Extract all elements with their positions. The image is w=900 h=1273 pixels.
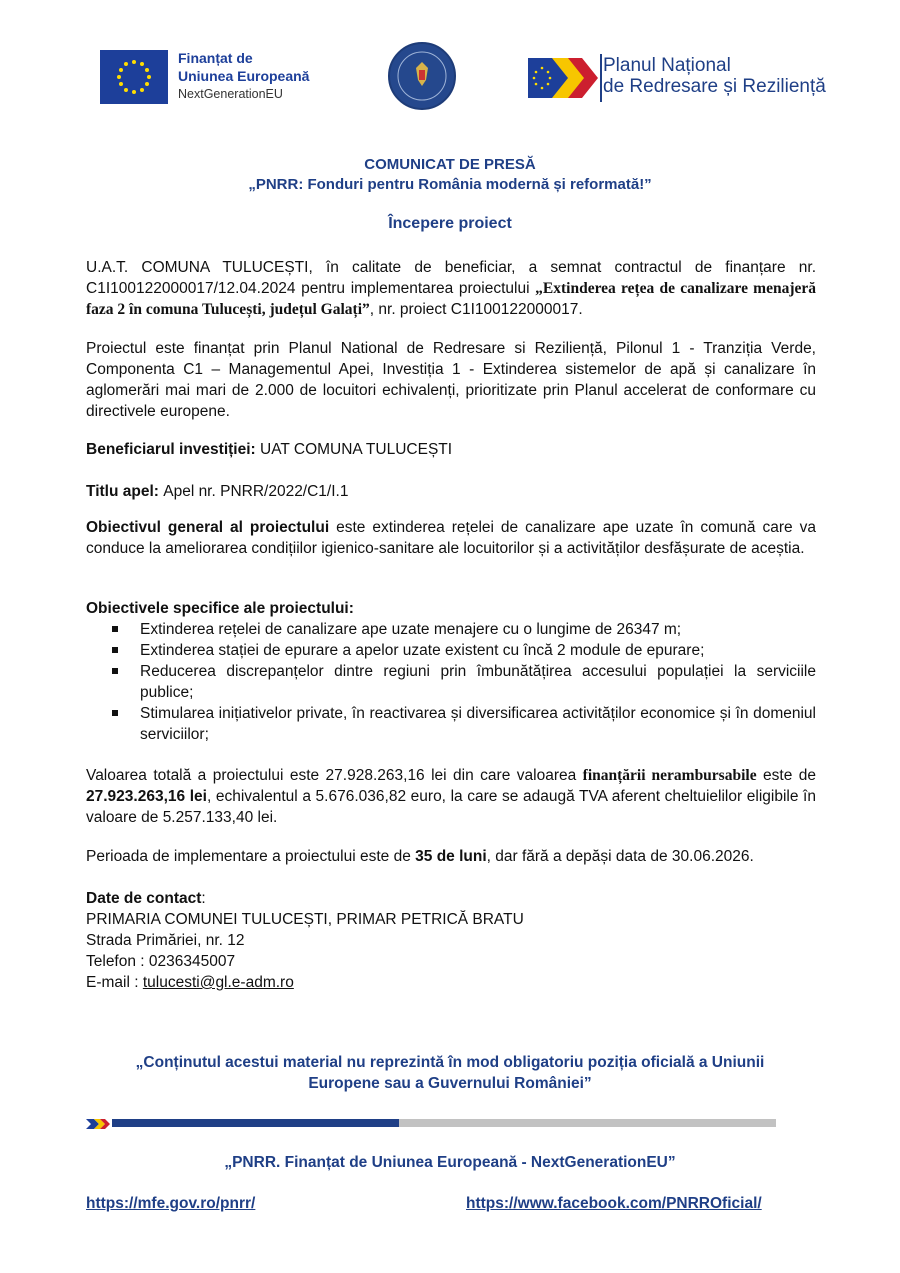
bullet-icon	[112, 626, 118, 632]
bullet-icon	[112, 668, 118, 674]
disclaimer	[0, 1052, 900, 1094]
pnrr-line2: de Redresare și Reziliență	[603, 76, 826, 97]
list-item	[86, 619, 816, 640]
objective-text: Extinderea stației de epurare a apelor uzate existent cu încă 2 module de epurare;	[140, 642, 705, 659]
disclaimer-line2: Europene sau a Guvernului României”	[308, 1075, 592, 1092]
title-line1: COMUNICAT DE PRESĂ	[364, 156, 536, 173]
general-objective-text: este extinderea rețelei de canalizare ape uzate în comună care va conduce la ameliorarea condițiilor igienico-sanitare ale locuitorilor și a activităților desfășurate de aceștia.	[86, 519, 816, 557]
bullet-icon	[112, 710, 118, 716]
pnrr-divider	[600, 54, 602, 102]
objectives-list	[86, 619, 816, 745]
implementation-period-paragraph	[86, 846, 816, 867]
pnrr-text	[603, 55, 826, 97]
contact-phone: Telefon : 0236345007	[86, 953, 236, 970]
project-start-subtitle: Începere proiect	[388, 215, 512, 232]
period-text-c: , dar fără a depăși data de 30.06.2026.	[486, 848, 754, 865]
project-value-paragraph	[86, 765, 816, 828]
pnrr-line1: Planul Național	[603, 55, 731, 76]
call-title-label: Titlu apel:	[86, 483, 164, 500]
email-link[interactable]: tulucesti@gl.e-adm.ro	[142, 974, 294, 991]
footer-arrow-icon	[86, 1118, 110, 1130]
value-text-a: Valoarea totală a proiectului este 27.928.263,16 lei din care valoarea	[86, 767, 583, 784]
contact-address: Strada Primăriei, nr. 12	[86, 932, 245, 949]
government-seal-logo	[388, 42, 456, 110]
footer-title: „PNRR. Finanțat de Uniunea Europeană - NextGenerationEU”	[224, 1154, 676, 1171]
footer-divider-gray	[399, 1119, 776, 1127]
specific-objectives	[86, 598, 816, 745]
eu-stars-icon	[100, 50, 168, 104]
pnrr-arrow-icon	[528, 54, 600, 102]
list-item	[86, 640, 816, 661]
period-text-a: Perioada de implementare a proiectului este de	[86, 848, 416, 865]
specific-objectives-label: Obiectivele specifice ale proiectului:	[86, 600, 354, 617]
footer-divider-blue	[112, 1119, 399, 1127]
beneficiary-line	[86, 439, 816, 460]
intro-text-a: U.A.T. COMUNA TULUCEȘTI, în calitate de beneficiar, a semnat contractul de finanțare nr. C1I100122000017/12.04.2024 pentru implementarea proiectului	[86, 259, 816, 297]
contact-block	[86, 888, 816, 993]
bullet-icon	[112, 647, 118, 653]
title-line2: „PNRR: Fonduri pentru România modernă și reformată!”	[248, 176, 652, 193]
list-item	[86, 703, 816, 745]
non-refundable-amount: 27.923.263,16 lei	[86, 788, 207, 805]
value-text-e: , echivalentul a 5.676.036,82 euro, la care se adaugă TVA aferent cheltuielilor eligibile în valoare de 5.257.133,40 lei.	[86, 788, 816, 826]
contact-line1: PRIMARIA COMUNEI TULUCEȘTI, PRIMAR PETRICĂ BRATU	[86, 911, 524, 928]
eu-flag-logo	[100, 50, 168, 104]
call-title-line	[86, 481, 816, 502]
objective-text: Reducerea discrepanțelor dintre regiuni prin îmbunătățirea accesului populației la serviciile publice;	[140, 663, 816, 701]
contact-label: Date de contact	[86, 890, 202, 907]
header-logos	[0, 40, 900, 130]
general-objective-label: Obiectivul general al proiectului	[86, 519, 330, 536]
disclaimer-line1: „Conținutul acestui material nu reprezintă în mod obligatoriu poziția oficială a Uniunii	[135, 1054, 765, 1071]
contact-colon: :	[201, 890, 206, 907]
eu-funding-text	[178, 49, 309, 103]
period-duration: 35 de luni	[415, 848, 487, 865]
objective-text: Extinderea rețelei de canalizare ape uzate menajere cu o lungime de 26347 m;	[140, 621, 682, 638]
general-objective-paragraph	[86, 517, 816, 559]
list-item	[86, 661, 816, 703]
project-name: „Extinderea rețea de canalizare menajeră faza 2 în comuna Tulucești, județul Galați”	[86, 280, 816, 318]
objective-text: Stimularea inițiativelor private, în reactivarea și diversificarea activităților economice și în domeniul serviciilor;	[140, 705, 816, 743]
eu-line1: Finanțat de	[178, 50, 253, 66]
value-text-c: este de	[756, 767, 817, 784]
intro-paragraph	[86, 257, 816, 320]
pnrr-logo	[528, 54, 600, 102]
eu-line3: NextGenerationEU	[178, 87, 283, 101]
mfe-link[interactable]: https://mfe.gov.ro/pnrr/	[86, 1195, 256, 1212]
press-release-title	[0, 155, 900, 195]
financing-paragraph: Proiectul este finanțat prin Planul National de Redresare si Reziliență, Pilonul 1 - Tranziția Verde, Componenta C1 – Managementul Apei, Investiția 1 - Extinderea sistemelor de apă și canalizare în aglomerări mai mari de 2.000 de locuitori echivalenți, prioritizate prin Planul accelerat de conformare cu directivele europene.	[86, 340, 816, 420]
non-refundable-label: finanțării nerambursabile	[582, 767, 757, 784]
call-title-value: Apel nr. PNRR/2022/C1/I.1	[163, 483, 349, 500]
facebook-link[interactable]: https://www.facebook.com/PNRROficial/	[466, 1195, 762, 1212]
beneficiary-value: UAT COMUNA TULUCEȘTI	[260, 441, 453, 458]
beneficiary-label: Beneficiarul investiției:	[86, 441, 260, 458]
email-label: E-mail :	[86, 974, 143, 991]
romanian-coat-of-arms-icon	[390, 44, 454, 108]
intro-text-c: , nr. proiect C1I100122000017.	[369, 301, 583, 318]
eu-line2: Uniunea Europeană	[178, 68, 310, 84]
